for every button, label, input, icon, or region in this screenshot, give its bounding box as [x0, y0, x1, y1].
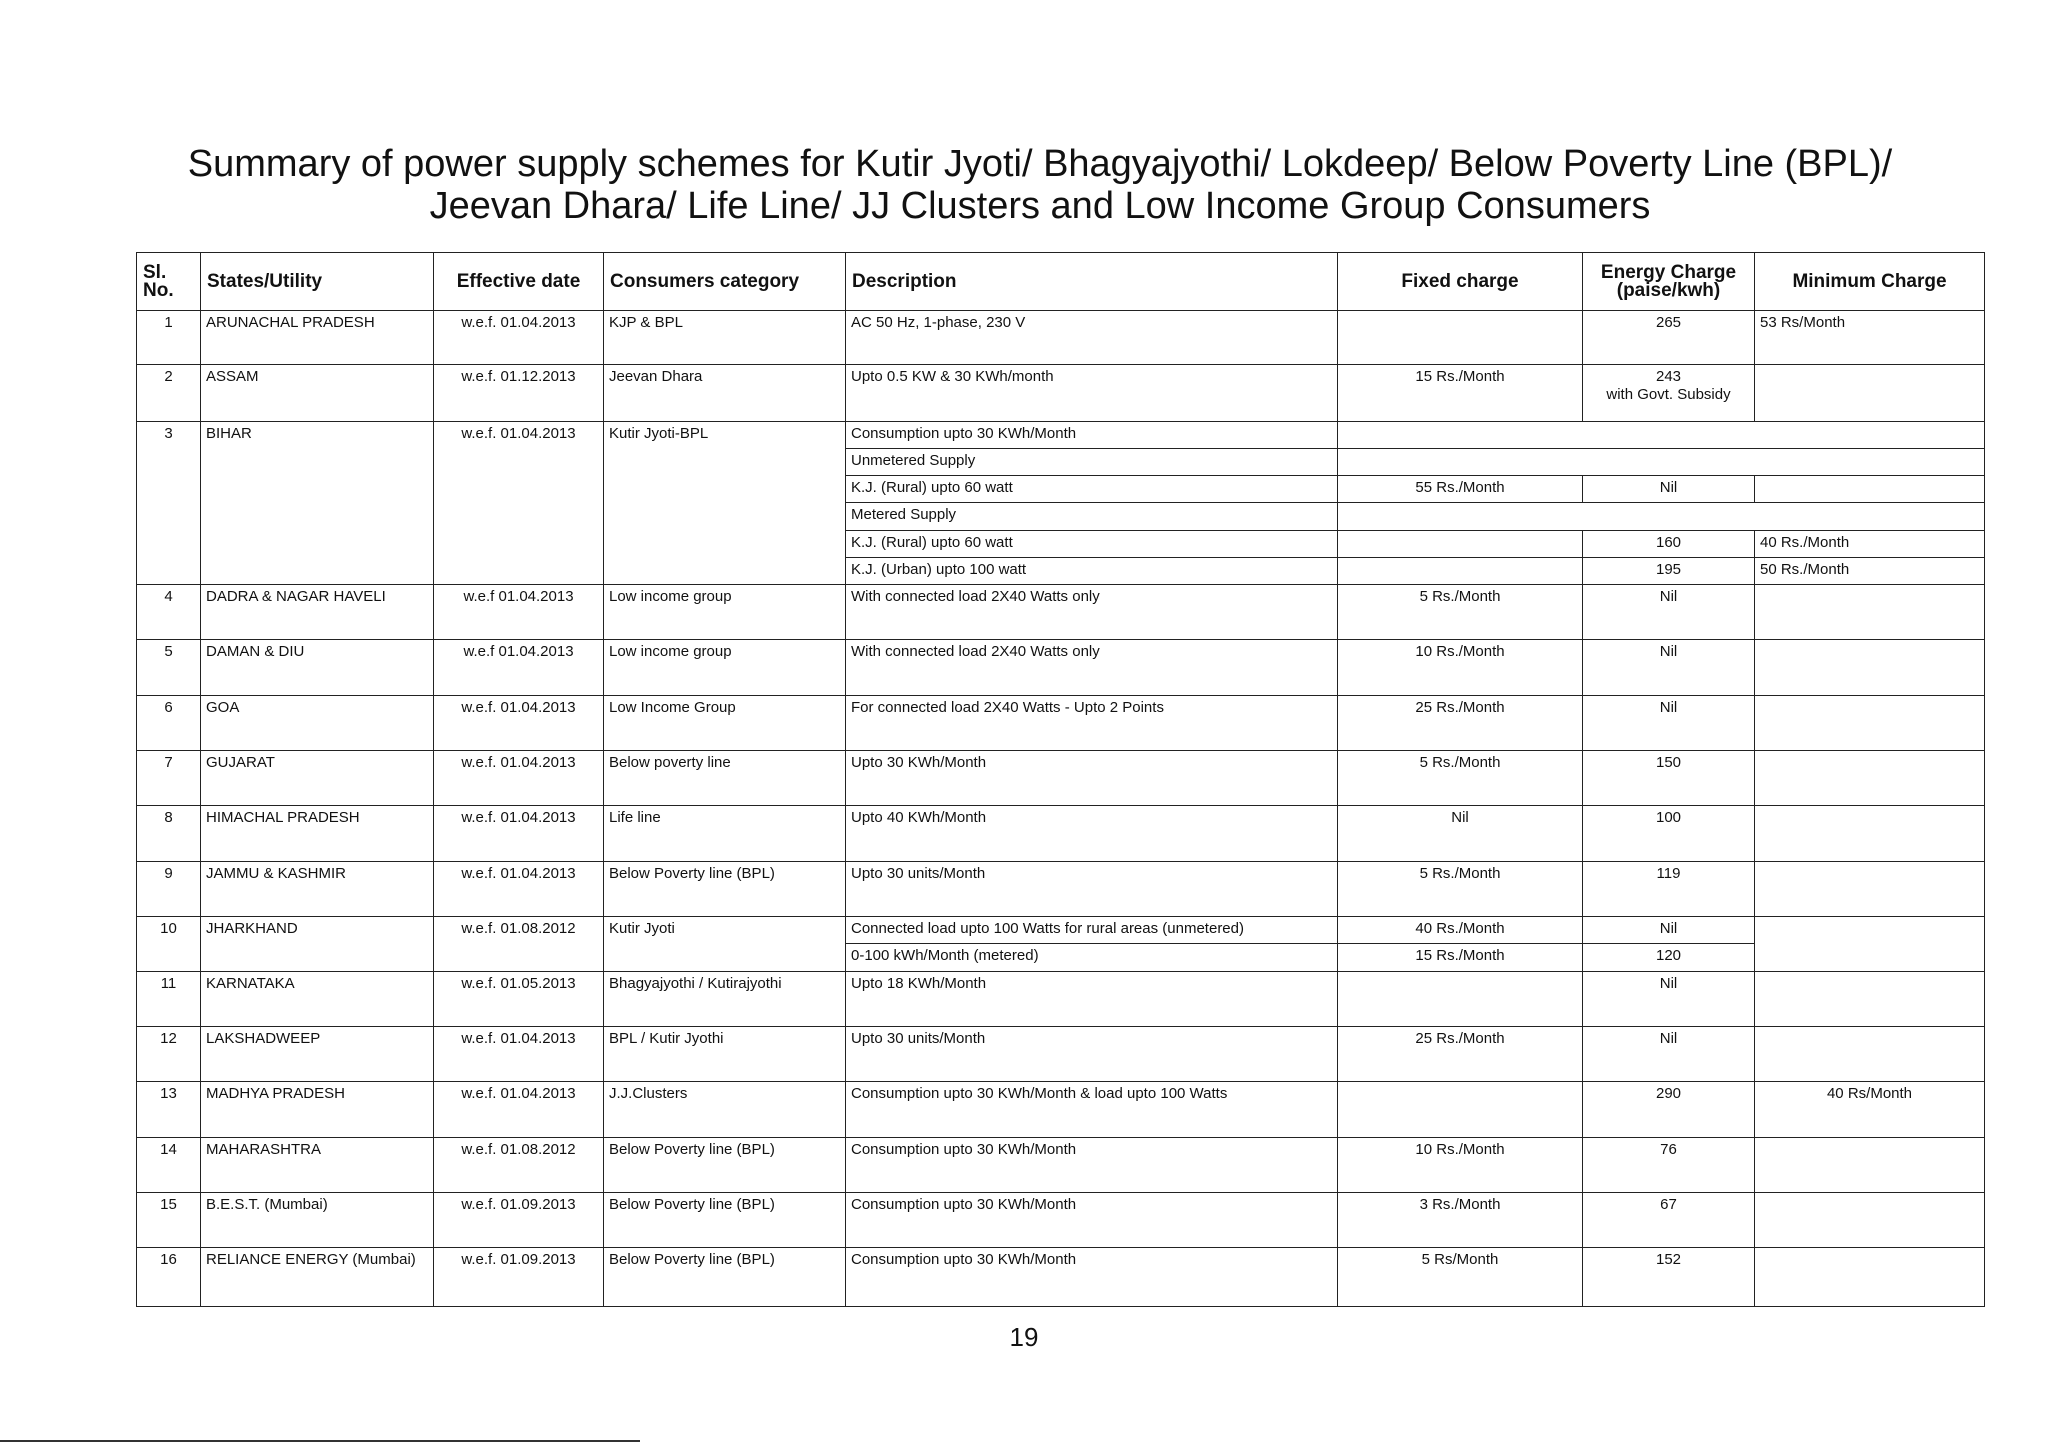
cell-date: w.e.f. 01.09.2013 — [434, 1193, 604, 1248]
cell-date: w.e.f 01.04.2013 — [434, 640, 604, 695]
cell-state: MADHYA PRADESH — [201, 1082, 434, 1137]
cell-minimum: 40 Rs./Month — [1755, 530, 1985, 557]
cell-sl: 16 — [137, 1248, 201, 1307]
cell-state: LAKSHADWEEP — [201, 1026, 434, 1081]
cell-minimum — [1755, 751, 1985, 806]
cell-fixed: 55 Rs./Month — [1338, 476, 1583, 503]
cell-category: Below Poverty line (BPL) — [604, 861, 846, 916]
cell-sl: 10 — [137, 917, 201, 971]
cell-minimum — [1755, 584, 1985, 639]
cell-energy: 152 — [1583, 1248, 1755, 1307]
cell-sl: 7 — [137, 751, 201, 806]
table-row — [137, 971, 1985, 1026]
table-row — [137, 1137, 1985, 1192]
cell-fixed: 40 Rs./Month — [1338, 917, 1583, 944]
cell-minimum — [1755, 640, 1985, 695]
cell-minimum — [1755, 861, 1985, 916]
cell-energy: 290 — [1583, 1082, 1755, 1137]
cell-description: With connected load 2X40 Watts only — [846, 640, 1338, 695]
cell-category: Below Poverty line (BPL) — [604, 1193, 846, 1248]
cell-sl: 2 — [137, 365, 201, 421]
cell-state: ARUNACHAL PRADESH — [201, 311, 434, 365]
cell-date: w.e.f. 01.04.2013 — [434, 1026, 604, 1081]
header-description: Description — [846, 253, 1338, 311]
cell-description: AC 50 Hz, 1-phase, 230 V — [846, 311, 1338, 365]
table-row — [137, 311, 1985, 365]
cell-category: Kutir Jyoti-BPL — [604, 421, 846, 584]
cell-category: Low Income Group — [604, 695, 846, 750]
cell-description: K.J. (Rural) upto 60 watt — [846, 530, 1338, 557]
cell-energy: 195 — [1583, 557, 1755, 584]
cell-energy: 265 — [1583, 311, 1755, 365]
cell-state: ASSAM — [201, 365, 434, 421]
cell-category: Bhagyajyothi / Kutirajyothi — [604, 971, 846, 1026]
cell-state: B.E.S.T. (Mumbai) — [201, 1193, 434, 1248]
cell-description: Upto 30 KWh/Month — [846, 751, 1338, 806]
cell-date: w.e.f. 01.04.2013 — [434, 861, 604, 916]
cell-energy: 119 — [1583, 861, 1755, 916]
cell-description: Consumption upto 30 KWh/Month & load upto 100 Watts — [846, 1082, 1338, 1137]
cell-minimum: 53 Rs/Month — [1755, 311, 1985, 365]
header-minimum-charge: Minimum Charge — [1755, 253, 1985, 311]
cell-date: w.e.f. 01.09.2013 — [434, 1248, 604, 1307]
table-row — [137, 1026, 1985, 1081]
cell-category: Kutir Jyoti — [604, 917, 846, 971]
cell-energy: 67 — [1583, 1193, 1755, 1248]
cell-date: w.e.f. 01.04.2013 — [434, 695, 604, 750]
cell-description: Upto 18 KWh/Month — [846, 971, 1338, 1026]
header-sl-no: Sl. No. — [137, 253, 201, 311]
cell-fixed: 15 Rs./Month — [1338, 365, 1583, 421]
cell-description: Upto 30 units/Month — [846, 1026, 1338, 1081]
cell-state: KARNATAKA — [201, 971, 434, 1026]
cell-category: Jeevan Dhara — [604, 365, 846, 421]
cell-energy: Nil — [1583, 476, 1755, 503]
cell-category: Below Poverty line (BPL) — [604, 1248, 846, 1307]
cell-description: Consumption upto 30 KWh/Month — [846, 421, 1338, 448]
cell-description: Upto 40 KWh/Month — [846, 806, 1338, 861]
table-row — [137, 1248, 1985, 1307]
cell-category: KJP & BPL — [604, 311, 846, 365]
table-row — [137, 861, 1985, 916]
cell-date: w.e.f. 01.04.2013 — [434, 806, 604, 861]
header-state: States/Utility — [201, 253, 434, 311]
cell-state: JAMMU & KASHMIR — [201, 861, 434, 916]
cell-sl: 5 — [137, 640, 201, 695]
cell-state: JHARKHAND — [201, 917, 434, 971]
cell-sl: 8 — [137, 806, 201, 861]
cell-minimum — [1755, 917, 1985, 971]
cell-blank — [1338, 448, 1985, 475]
table-row — [137, 1082, 1985, 1137]
cell-fixed: 25 Rs./Month — [1338, 1026, 1583, 1081]
cell-minimum — [1755, 1193, 1985, 1248]
cell-minimum: 40 Rs/Month — [1755, 1082, 1985, 1137]
header-effective-date: Effective date — [434, 253, 604, 311]
cell-fixed — [1338, 971, 1583, 1026]
cell-blank — [1338, 421, 1985, 448]
cell-state: DAMAN & DIU — [201, 640, 434, 695]
cell-minimum — [1755, 365, 1985, 421]
cell-energy: 120 — [1583, 944, 1755, 971]
cell-description: Unmetered Supply — [846, 448, 1338, 475]
cell-fixed: 3 Rs./Month — [1338, 1193, 1583, 1248]
cell-energy: Nil — [1583, 1026, 1755, 1081]
page-title-line-1: Summary of power supply schemes for Kutir Jyoti/ Bhagyajyothi/ Lokdeep/ Below Poverty Line (BPL)/ — [187, 143, 1893, 185]
cell-energy — [1583, 365, 1755, 421]
cell-date: w.e.f 01.04.2013 — [434, 584, 604, 639]
cell-date: w.e.f. 01.12.2013 — [434, 365, 604, 421]
cell-fixed — [1338, 311, 1583, 365]
cell-minimum — [1755, 971, 1985, 1026]
cell-blank — [1338, 503, 1985, 530]
cell-sl: 9 — [137, 861, 201, 916]
cell-state: MAHARASHTRA — [201, 1137, 434, 1192]
header-category: Consumers category — [604, 253, 846, 311]
cell-description: Metered Supply — [846, 503, 1338, 530]
tariff-table — [136, 252, 1985, 1307]
cell-fixed: Nil — [1338, 806, 1583, 861]
cell-category: Low income group — [604, 640, 846, 695]
cell-minimum: 50 Rs./Month — [1755, 557, 1985, 584]
cell-sl: 11 — [137, 971, 201, 1026]
cell-description: For connected load 2X40 Watts - Upto 2 Points — [846, 695, 1338, 750]
cell-state: DADRA & NAGAR HAVELI — [201, 584, 434, 639]
cell-fixed: 15 Rs./Month — [1338, 944, 1583, 971]
header-fixed-charge: Fixed charge — [1338, 253, 1583, 311]
cell-description: Consumption upto 30 KWh/Month — [846, 1137, 1338, 1192]
cell-fixed — [1338, 557, 1583, 584]
cell-fixed — [1338, 530, 1583, 557]
cell-sl: 4 — [137, 584, 201, 639]
cell-minimum — [1755, 1137, 1985, 1192]
cell-state: GOA — [201, 695, 434, 750]
cell-date: w.e.f. 01.04.2013 — [434, 1082, 604, 1137]
table-row — [137, 365, 1985, 421]
header-energy-charge: Energy Charge (paise/kwh) — [1583, 253, 1755, 311]
cell-sl: 14 — [137, 1137, 201, 1192]
cell-category: J.J.Clusters — [604, 1082, 846, 1137]
cell-minimum — [1755, 695, 1985, 750]
cell-energy: Nil — [1583, 640, 1755, 695]
cell-description: Consumption upto 30 KWh/Month — [846, 1248, 1338, 1307]
cell-minimum — [1755, 1026, 1985, 1081]
cell-category: Below poverty line — [604, 751, 846, 806]
cell-energy: Nil — [1583, 695, 1755, 750]
table-row — [137, 695, 1985, 750]
cell-fixed: 5 Rs./Month — [1338, 584, 1583, 639]
cell-date: w.e.f. 01.04.2013 — [434, 311, 604, 365]
cell-energy: Nil — [1583, 917, 1755, 944]
cell-sl: 13 — [137, 1082, 201, 1137]
table-row — [137, 1193, 1985, 1248]
cell-category: Life line — [604, 806, 846, 861]
page-number: 19 — [1009, 1322, 1039, 1352]
cell-date: w.e.f. 01.04.2013 — [434, 751, 604, 806]
footer-rule — [0, 1440, 640, 1442]
cell-state: RELIANCE ENERGY (Mumbai) — [201, 1248, 434, 1307]
cell-sl: 15 — [137, 1193, 201, 1248]
table-row — [137, 751, 1985, 806]
cell-description: K.J. (Rural) upto 60 watt — [846, 476, 1338, 503]
cell-description: 0-100 kWh/Month (metered) — [846, 944, 1338, 971]
cell-category: Below Poverty line (BPL) — [604, 1137, 846, 1192]
cell-state: GUJARAT — [201, 751, 434, 806]
energy-value: 243 — [1655, 368, 1682, 386]
cell-date: w.e.f. 01.08.2012 — [434, 917, 604, 971]
table-row — [137, 640, 1985, 695]
cell-fixed — [1338, 1082, 1583, 1137]
cell-description: K.J. (Urban) upto 100 watt — [846, 557, 1338, 584]
cell-fixed: 5 Rs/Month — [1338, 1248, 1583, 1307]
page-title-line-2: Jeevan Dhara/ Life Line/ JJ Clusters and Low Income Group Consumers — [429, 185, 1651, 227]
cell-sl: 6 — [137, 695, 201, 750]
cell-energy: 150 — [1583, 751, 1755, 806]
cell-fixed: 25 Rs./Month — [1338, 695, 1583, 750]
cell-date: w.e.f. 01.04.2013 — [434, 421, 604, 584]
cell-energy: Nil — [1583, 971, 1755, 1026]
cell-state: BIHAR — [201, 421, 434, 584]
cell-date: w.e.f. 01.08.2012 — [434, 1137, 604, 1192]
table-row — [137, 421, 1985, 448]
cell-state: HIMACHAL PRADESH — [201, 806, 434, 861]
cell-energy: 100 — [1583, 806, 1755, 861]
cell-sl: 1 — [137, 311, 201, 365]
energy-note: with Govt. Subsidy — [1606, 386, 1731, 404]
cell-sl: 3 — [137, 421, 201, 584]
table-row — [137, 917, 1985, 944]
cell-sl: 12 — [137, 1026, 201, 1081]
table-header-row — [137, 253, 1985, 311]
table-row — [137, 806, 1985, 861]
cell-energy: 76 — [1583, 1137, 1755, 1192]
cell-description: Upto 30 units/Month — [846, 861, 1338, 916]
cell-description: Connected load upto 100 Watts for rural areas (unmetered) — [846, 917, 1338, 944]
cell-minimum — [1755, 806, 1985, 861]
cell-fixed: 10 Rs./Month — [1338, 1137, 1583, 1192]
cell-energy: Nil — [1583, 584, 1755, 639]
cell-category: Low income group — [604, 584, 846, 639]
cell-minimum — [1755, 476, 1985, 503]
cell-fixed: 5 Rs./Month — [1338, 751, 1583, 806]
cell-fixed: 5 Rs./Month — [1338, 861, 1583, 916]
cell-minimum — [1755, 1248, 1985, 1307]
cell-description: Upto 0.5 KW & 30 KWh/month — [846, 365, 1338, 421]
cell-fixed: 10 Rs./Month — [1338, 640, 1583, 695]
cell-energy: 160 — [1583, 530, 1755, 557]
cell-description: With connected load 2X40 Watts only — [846, 584, 1338, 639]
cell-date: w.e.f. 01.05.2013 — [434, 971, 604, 1026]
cell-category: BPL / Kutir Jyothi — [604, 1026, 846, 1081]
table-row — [137, 584, 1985, 639]
cell-description: Consumption upto 30 KWh/Month — [846, 1193, 1338, 1248]
